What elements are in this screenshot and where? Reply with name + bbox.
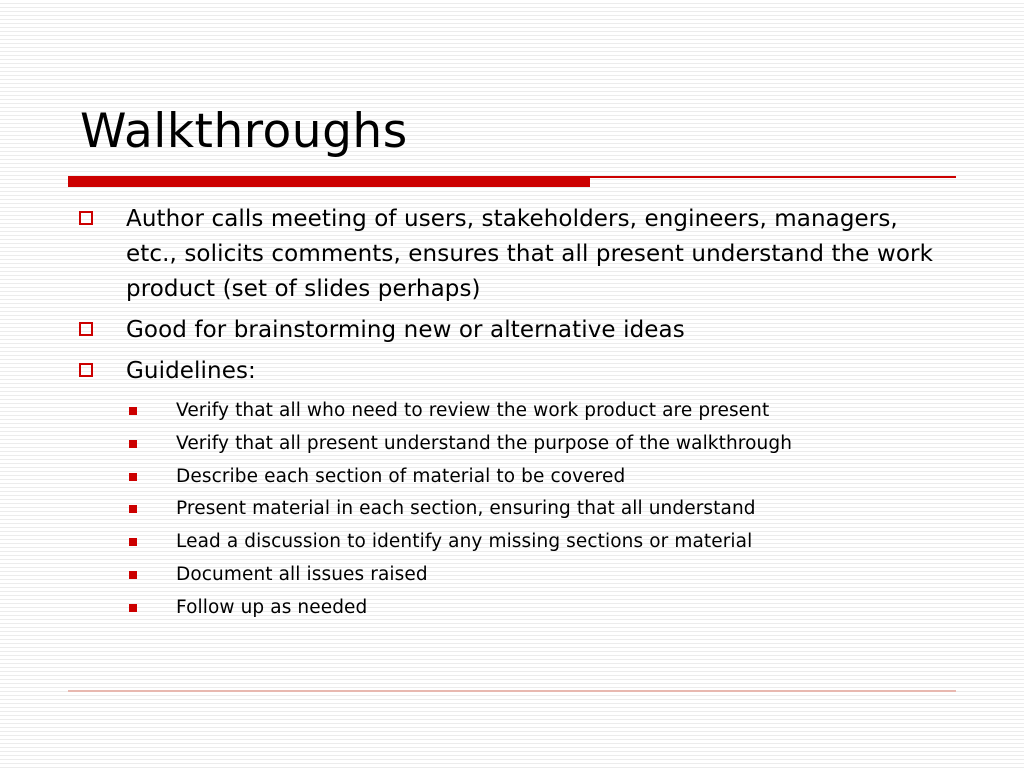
guideline-item [76, 526, 956, 559]
slide-title: Walkthroughs [80, 104, 408, 159]
guideline-text: Verify that all who need to review the work product are present [176, 400, 770, 421]
title-underline-thin [590, 176, 956, 178]
guideline-text: Present material in each section, ensuring that all understand [176, 498, 756, 520]
solid-square-bullet-icon [129, 505, 137, 513]
bullet-list [76, 202, 956, 389]
bullet-item [76, 313, 956, 348]
bullet-text: Author calls meeting of users, stakeholders, engineers, managers, etc., solicits comments, ensures that all present understand the work product (set of slides perhaps) [126, 206, 933, 302]
guideline-item [76, 559, 956, 592]
bullet-text: Guidelines: [126, 358, 256, 384]
guideline-item [76, 428, 956, 461]
guideline-text: Document all issues raised [176, 563, 428, 585]
solid-square-bullet-icon [129, 571, 137, 579]
hollow-square-bullet-icon [79, 363, 93, 377]
slide-content [76, 202, 956, 625]
guideline-item [76, 592, 956, 625]
bullet-item-guidelines [76, 354, 956, 389]
hollow-square-bullet-icon [79, 211, 93, 225]
footer-divider [68, 690, 956, 692]
solid-square-bullet-icon [129, 473, 137, 481]
guideline-text: Describe each section of material to be covered [176, 465, 626, 487]
solid-square-bullet-icon [129, 538, 137, 546]
title-underline-thick [68, 176, 590, 187]
guideline-text: Verify that all present understand the purpose of the walkthrough [176, 432, 793, 454]
guideline-item [76, 493, 956, 526]
bullet-item [76, 202, 956, 307]
guidelines-list [76, 395, 956, 625]
bullet-text: Good for brainstorming new or alternative ideas [126, 317, 685, 343]
solid-square-bullet-icon [129, 604, 137, 612]
solid-square-bullet-icon [129, 440, 137, 448]
guideline-text: Follow up as needed [176, 596, 368, 618]
guideline-item [76, 461, 956, 494]
guideline-item [76, 395, 956, 428]
guideline-text: Lead a discussion to identify any missing sections or material [176, 531, 753, 553]
solid-square-bullet-icon [129, 407, 137, 415]
hollow-square-bullet-icon [79, 322, 93, 336]
